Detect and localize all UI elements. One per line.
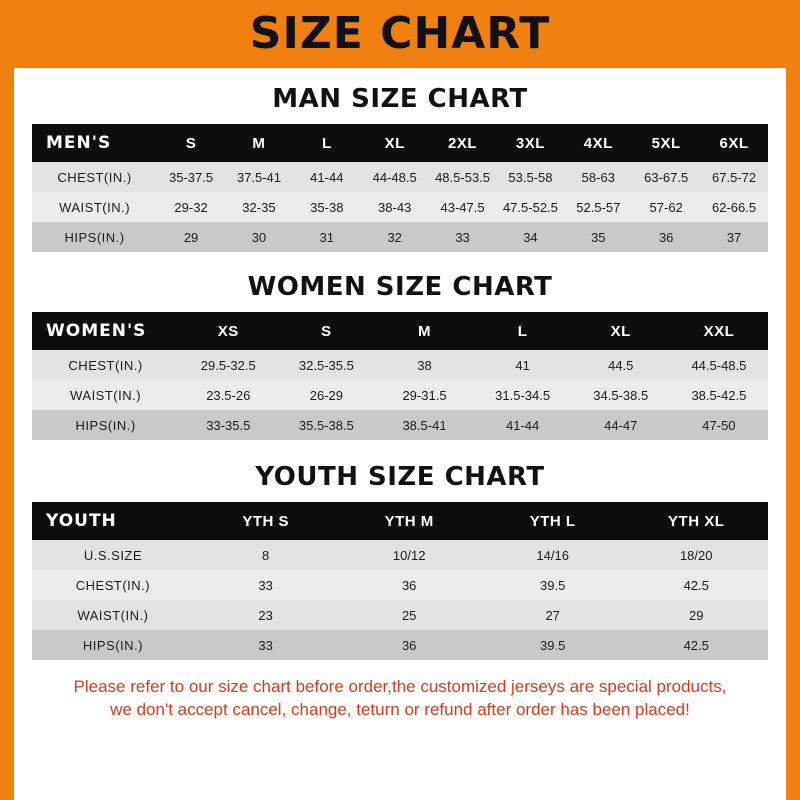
youth-row-2-label: WAIST(IN.) [32, 600, 194, 630]
footer-note [32, 676, 768, 722]
youth-row-1-label: CHEST(IN.) [32, 570, 194, 600]
man-cell-0-5: 53.5-58 [496, 162, 564, 192]
women-size-table [32, 312, 768, 440]
women-cell-2-3: 41-44 [474, 410, 572, 440]
footer-note-line-2: we don't accept cancel, change, teturn or refund after order has been placed! [110, 699, 690, 719]
youth-section-title: YOUTH SIZE CHART [255, 462, 545, 492]
table-header-row [32, 124, 768, 162]
table-row [32, 222, 768, 252]
footer-note-line-1: Please refer to our size chart before order,the customized jerseys are special products, [73, 677, 727, 696]
youth-cell-0-1: 10/12 [337, 540, 481, 570]
women-cell-1-0: 23.5-26 [179, 380, 277, 410]
youth-cell-3-0: 33 [194, 630, 338, 660]
youth-cell-1-3: 42.5 [624, 570, 768, 600]
women-cell-0-5: 44.5-48.5 [670, 350, 768, 380]
table-row [32, 380, 768, 410]
women-row-2-label: HIPS(IN.) [32, 410, 179, 440]
youth-cell-3-2: 39.5 [481, 630, 625, 660]
man-cell-1-8: 62-66.5 [700, 192, 768, 222]
man-cell-1-7: 57-62 [632, 192, 700, 222]
man-cell-1-2: 35-38 [293, 192, 361, 222]
man-cell-0-3: 44-48.5 [361, 162, 429, 192]
youth-cell-0-3: 18/20 [624, 540, 768, 570]
women-cell-0-4: 44.5 [572, 350, 670, 380]
man-cell-2-3: 32 [361, 222, 429, 252]
women-cell-1-4: 34.5-38.5 [572, 380, 670, 410]
youth-cell-0-2: 14/16 [481, 540, 625, 570]
women-cell-0-0: 29.5-32.5 [179, 350, 277, 380]
man-col-3: XL [361, 124, 429, 162]
youth-cell-0-0: 8 [194, 540, 338, 570]
youth-cell-2-2: 27 [481, 600, 625, 630]
man-col-8: 6XL [700, 124, 768, 162]
youth-col-3: YTH XL [624, 502, 768, 540]
women-cell-0-2: 38 [375, 350, 473, 380]
women-col-1: S [277, 312, 375, 350]
youth-cell-3-1: 36 [337, 630, 481, 660]
man-col-2: L [293, 124, 361, 162]
youth-cell-3-3: 42.5 [624, 630, 768, 660]
women-cell-1-2: 29-31.5 [375, 380, 473, 410]
women-cell-0-1: 32.5-35.5 [277, 350, 375, 380]
table-row [32, 162, 768, 192]
table-row [32, 570, 768, 600]
table-row [32, 192, 768, 222]
man-col-0: S [157, 124, 225, 162]
man-cell-2-7: 36 [632, 222, 700, 252]
youth-cell-2-0: 23 [194, 600, 338, 630]
women-row-0-label: CHEST(IN.) [32, 350, 179, 380]
man-cell-0-8: 67.5-72 [700, 162, 768, 192]
women-cell-2-0: 33-35.5 [179, 410, 277, 440]
man-cell-0-1: 37.5-41 [225, 162, 293, 192]
man-cell-0-7: 63-67.5 [632, 162, 700, 192]
page-content [14, 84, 786, 722]
youth-cell-1-1: 36 [337, 570, 481, 600]
women-cell-2-4: 44-47 [572, 410, 670, 440]
man-cell-2-4: 33 [429, 222, 497, 252]
man-header-label: MEN'S [32, 124, 157, 162]
youth-row-3-label: HIPS(IN.) [32, 630, 194, 660]
table-row [32, 350, 768, 380]
man-col-6: 4XL [564, 124, 632, 162]
man-col-1: M [225, 124, 293, 162]
man-cell-1-5: 47.5-52.5 [496, 192, 564, 222]
women-col-5: XXL [670, 312, 768, 350]
women-cell-2-2: 38.5-41 [375, 410, 473, 440]
women-section-title: WOMEN SIZE CHART [247, 272, 553, 302]
man-size-table [32, 124, 768, 252]
man-cell-1-3: 38-43 [361, 192, 429, 222]
women-cell-1-3: 31.5-34.5 [474, 380, 572, 410]
table-row [32, 600, 768, 630]
man-cell-0-6: 58-63 [564, 162, 632, 192]
man-cell-2-0: 29 [157, 222, 225, 252]
youth-row-0-label: U.S.SIZE [32, 540, 194, 570]
man-row-2-label: HIPS(IN.) [32, 222, 157, 252]
man-cell-2-5: 34 [496, 222, 564, 252]
youth-cell-2-1: 25 [337, 600, 481, 630]
youth-col-1: YTH M [337, 502, 481, 540]
man-cell-2-8: 37 [700, 222, 768, 252]
women-col-2: M [375, 312, 473, 350]
women-cell-1-1: 26-29 [277, 380, 375, 410]
youth-size-table [32, 502, 768, 660]
man-cell-0-4: 48.5-53.5 [429, 162, 497, 192]
women-row-1-label: WAIST(IN.) [32, 380, 179, 410]
page-banner [14, 0, 786, 68]
women-cell-2-5: 47-50 [670, 410, 768, 440]
man-section-title: MAN SIZE CHART [272, 84, 528, 114]
table-header-row [32, 502, 768, 540]
women-cell-1-5: 38.5-42.5 [670, 380, 768, 410]
man-cell-2-6: 35 [564, 222, 632, 252]
women-cell-0-3: 41 [474, 350, 572, 380]
women-col-0: XS [179, 312, 277, 350]
table-row [32, 630, 768, 660]
youth-col-2: YTH L [481, 502, 625, 540]
man-cell-1-0: 29-32 [157, 192, 225, 222]
women-col-3: L [474, 312, 572, 350]
man-cell-1-4: 43-47.5 [429, 192, 497, 222]
man-col-7: 5XL [632, 124, 700, 162]
youth-cell-1-2: 39.5 [481, 570, 625, 600]
youth-cell-2-3: 29 [624, 600, 768, 630]
youth-header-label: YOUTH [32, 502, 194, 540]
youth-cell-1-0: 33 [194, 570, 338, 600]
man-row-0-label: CHEST(IN.) [32, 162, 157, 192]
women-col-4: XL [572, 312, 670, 350]
man-cell-0-2: 41-44 [293, 162, 361, 192]
man-cell-2-1: 30 [225, 222, 293, 252]
man-cell-1-1: 32-35 [225, 192, 293, 222]
man-cell-1-6: 52.5-57 [564, 192, 632, 222]
women-cell-2-1: 35.5-38.5 [277, 410, 375, 440]
page-title: SIZE CHART [249, 8, 551, 59]
man-col-5: 3XL [496, 124, 564, 162]
man-col-4: 2XL [429, 124, 497, 162]
man-row-1-label: WAIST(IN.) [32, 192, 157, 222]
youth-col-0: YTH S [194, 502, 338, 540]
table-row [32, 540, 768, 570]
table-row [32, 410, 768, 440]
man-cell-0-0: 35-37.5 [157, 162, 225, 192]
table-header-row [32, 312, 768, 350]
women-header-label: WOMEN'S [32, 312, 179, 350]
man-cell-2-2: 31 [293, 222, 361, 252]
